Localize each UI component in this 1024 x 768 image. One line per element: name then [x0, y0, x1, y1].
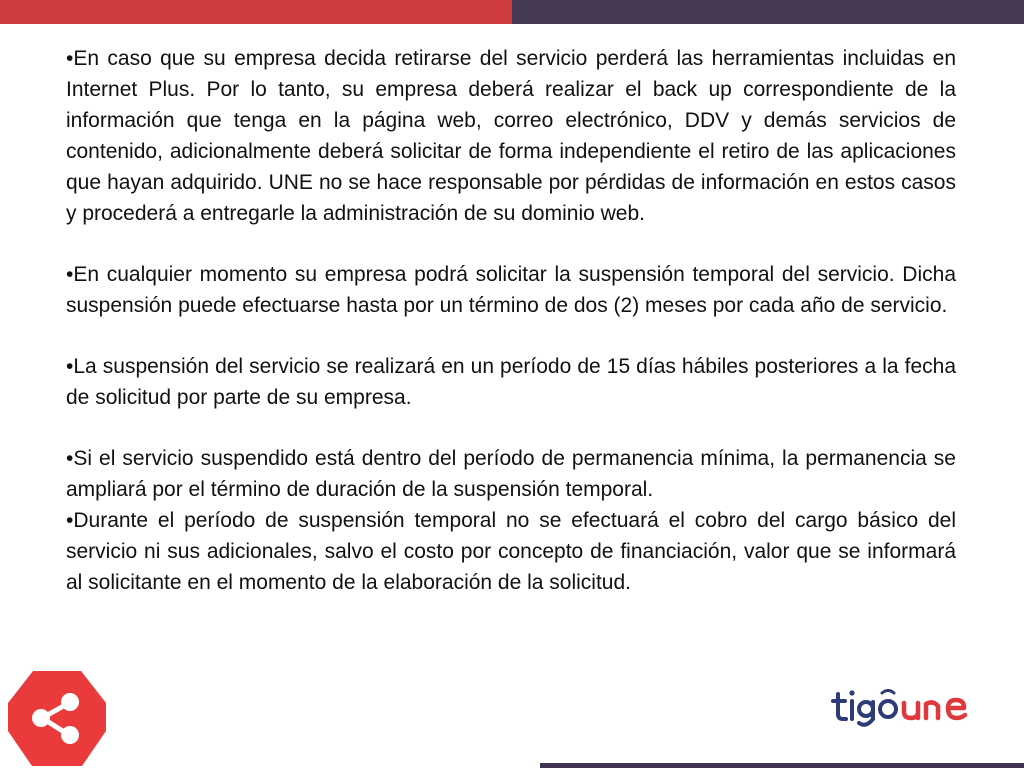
paragraph-suspension-request: •En cualquier momento su empresa podrá solicitar la suspensión temporal del servicio. Dicha suspensión puede efectuarse hasta por un término de dos (2) meses por cada año de servicio. [66, 263, 956, 317]
top-bar-red-segment [0, 0, 512, 24]
paragraph-permanencia: •Si el servicio suspendido está dentro del período de permanencia mínima, la permanencia se ampliará por el término de duración de la suspensión temporal. [66, 447, 956, 501]
tigo-une-logo [830, 684, 970, 728]
slide-body-text [66, 43, 956, 598]
share-button[interactable] [6, 669, 108, 768]
tigo-une-logo-mark [830, 684, 970, 728]
top-accent-bar [0, 0, 1024, 24]
bottom-accent-line [540, 763, 1024, 768]
share-icon [6, 669, 108, 768]
paragraph-cobro: •Durante el período de suspensión temporal no se efectuará el cobro del cargo básico del servicio ni sus adicionales, salvo el costo por concepto de financiación, valor que se informará al solicitante en el momento de la elaboración de la solicitud. [66, 509, 956, 594]
paragraph-suspension-timing: •La suspensión del servicio se realizará en un período de 15 días hábiles posteriores a la fecha de solicitud por parte de su empresa. [66, 355, 956, 409]
paragraph-retiro: •En caso que su empresa decida retirarse del servicio perderá las herramientas incluidas en Internet Plus. Por lo tanto, su empresa deberá realizar el back up correspondiente de la información que tenga en la página web, correo electrónico, DDV y demás servicios de contenido, adicionalmente deberá solicitar de forma independiente el retiro de las aplicaciones que hayan adquirido. UNE no se hace responsable por pérdidas de información en estos casos y procederá a entregarle la administración de su dominio web. [66, 47, 956, 225]
top-bar-purple-segment [512, 0, 1024, 24]
